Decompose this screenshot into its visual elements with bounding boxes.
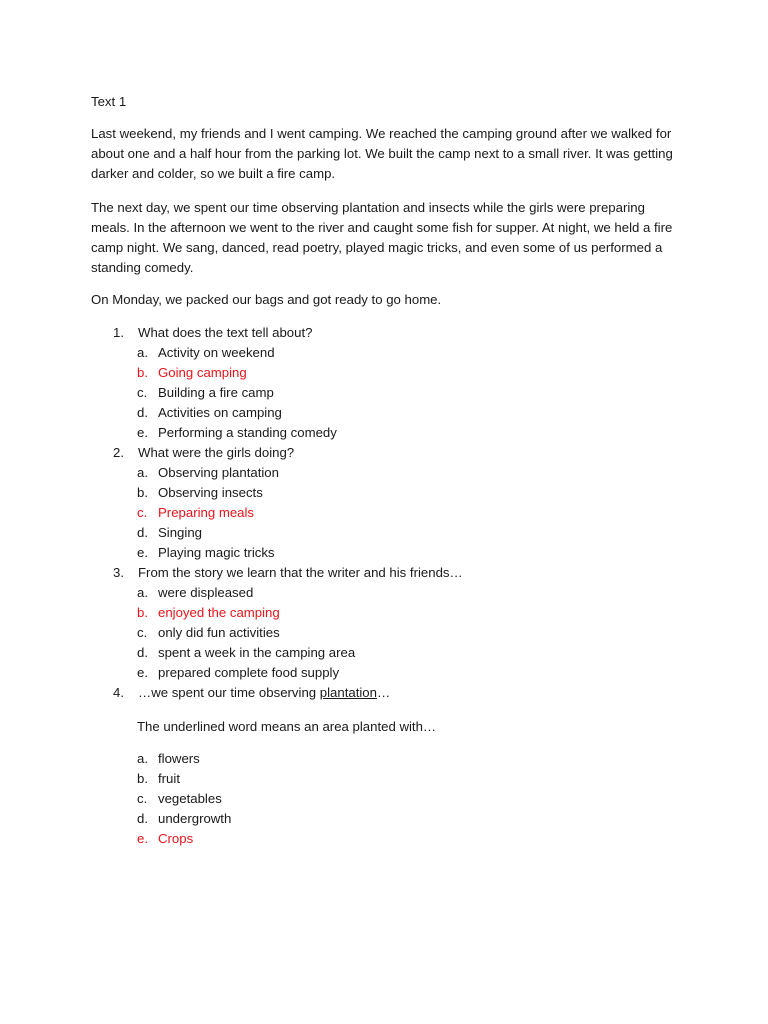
option-letter: d.	[137, 645, 148, 660]
question-text: What does the text tell about?	[138, 325, 313, 340]
question-3	[113, 564, 463, 582]
option-text: fruit	[158, 771, 180, 786]
question-4-option-a	[137, 750, 200, 768]
option-letter: a.	[137, 345, 148, 360]
option-letter: c.	[137, 625, 148, 640]
question-4	[113, 684, 390, 702]
option-letter: b.	[137, 365, 148, 380]
question-text: From the story we learn that the writer and his friends…	[138, 565, 463, 580]
option-letter: e.	[137, 545, 148, 560]
option-text: Going camping	[158, 365, 247, 380]
question-2-option-e	[137, 544, 275, 562]
option-letter: a.	[137, 465, 148, 480]
option-text: were displeased	[158, 585, 254, 600]
document-title: Text 1	[91, 94, 127, 109]
question-1	[113, 324, 312, 342]
paragraph-2: The next day, we spent our time observing plantation and insects while the girls were preparing meals. In the afternoon we went to the river and caught some fish for supper. At night, we held a fire camp night. We sang, danced, read poetry, played magic tricks, and even some of us performed a standing comedy.	[91, 200, 673, 275]
option-text: spent a week in the camping area	[158, 645, 356, 660]
option-text: Crops	[158, 831, 194, 846]
option-text: Playing magic tricks	[158, 545, 275, 560]
question-3-option-b-answer	[137, 604, 280, 622]
option-text: Singing	[158, 525, 202, 540]
question-2	[113, 444, 294, 462]
option-text: Preparing meals	[158, 505, 255, 520]
question-3-option-d	[137, 644, 355, 662]
question-4-subtext: The underlined word means an area planted with…	[137, 719, 437, 734]
option-letter: a.	[137, 751, 148, 766]
question-2-option-d	[137, 524, 202, 542]
option-letter: b.	[137, 485, 148, 500]
underlined-word: plantation	[319, 685, 377, 700]
option-letter: a.	[137, 585, 148, 600]
question-2-option-a	[137, 464, 279, 482]
option-letter: b.	[137, 605, 148, 620]
question-2-option-c-answer	[137, 504, 254, 522]
question-3-option-a	[137, 584, 253, 602]
question-text: What were the girls doing?	[138, 445, 295, 460]
option-text: Activity on weekend	[158, 345, 275, 360]
question-3-option-c	[137, 624, 280, 642]
option-letter: c.	[137, 791, 148, 806]
option-text: Activities on camping	[158, 405, 282, 420]
option-letter: c.	[137, 505, 148, 520]
option-letter: b.	[137, 771, 148, 786]
option-letter: d.	[137, 525, 148, 540]
paragraph-3: On Monday, we packed our bags and got ready to go home.	[91, 292, 442, 307]
option-text: flowers	[158, 751, 200, 766]
option-text: only did fun activities	[158, 625, 280, 640]
option-text: Performing a standing comedy	[158, 425, 337, 440]
option-text: Observing plantation	[158, 465, 279, 480]
option-text: prepared complete food supply	[158, 665, 340, 680]
option-letter: c.	[137, 385, 148, 400]
option-letter: e.	[137, 425, 148, 440]
option-text: undergrowth	[158, 811, 232, 826]
question-4-option-d	[137, 810, 231, 828]
question-1-option-b-answer	[137, 364, 247, 382]
question-text-end: …	[376, 685, 391, 700]
question-1-option-d	[137, 404, 282, 422]
question-1-option-c	[137, 384, 274, 402]
question-4-option-c	[137, 790, 222, 808]
question-1-option-a	[137, 344, 275, 362]
option-text: Observing insects	[158, 485, 263, 500]
option-text: enjoyed the camping	[158, 605, 280, 620]
question-3-option-e	[137, 664, 339, 682]
question-text: …we spent our time observing	[138, 685, 320, 700]
question-number: 1.	[113, 325, 124, 340]
question-4-option-b	[137, 770, 180, 788]
question-number: 2.	[113, 445, 124, 460]
question-1-option-e	[137, 424, 337, 442]
option-text: vegetables	[158, 791, 222, 806]
paragraph-1: Last weekend, my friends and I went camping. We reached the camping ground after we walked for about one and a half hour from the parking lot. We built the camp next to a small river. It was getting darker and colder, so we built a fire camp.	[91, 126, 673, 181]
question-number: 3.	[113, 565, 124, 580]
question-2-option-b	[137, 484, 263, 502]
option-letter: e.	[137, 831, 148, 846]
option-letter: d.	[137, 405, 148, 420]
question-4-option-e-answer	[137, 830, 193, 848]
question-number: 4.	[113, 685, 124, 700]
option-text: Building a fire camp	[158, 385, 274, 400]
option-letter: e.	[137, 665, 148, 680]
option-letter: d.	[137, 811, 148, 826]
